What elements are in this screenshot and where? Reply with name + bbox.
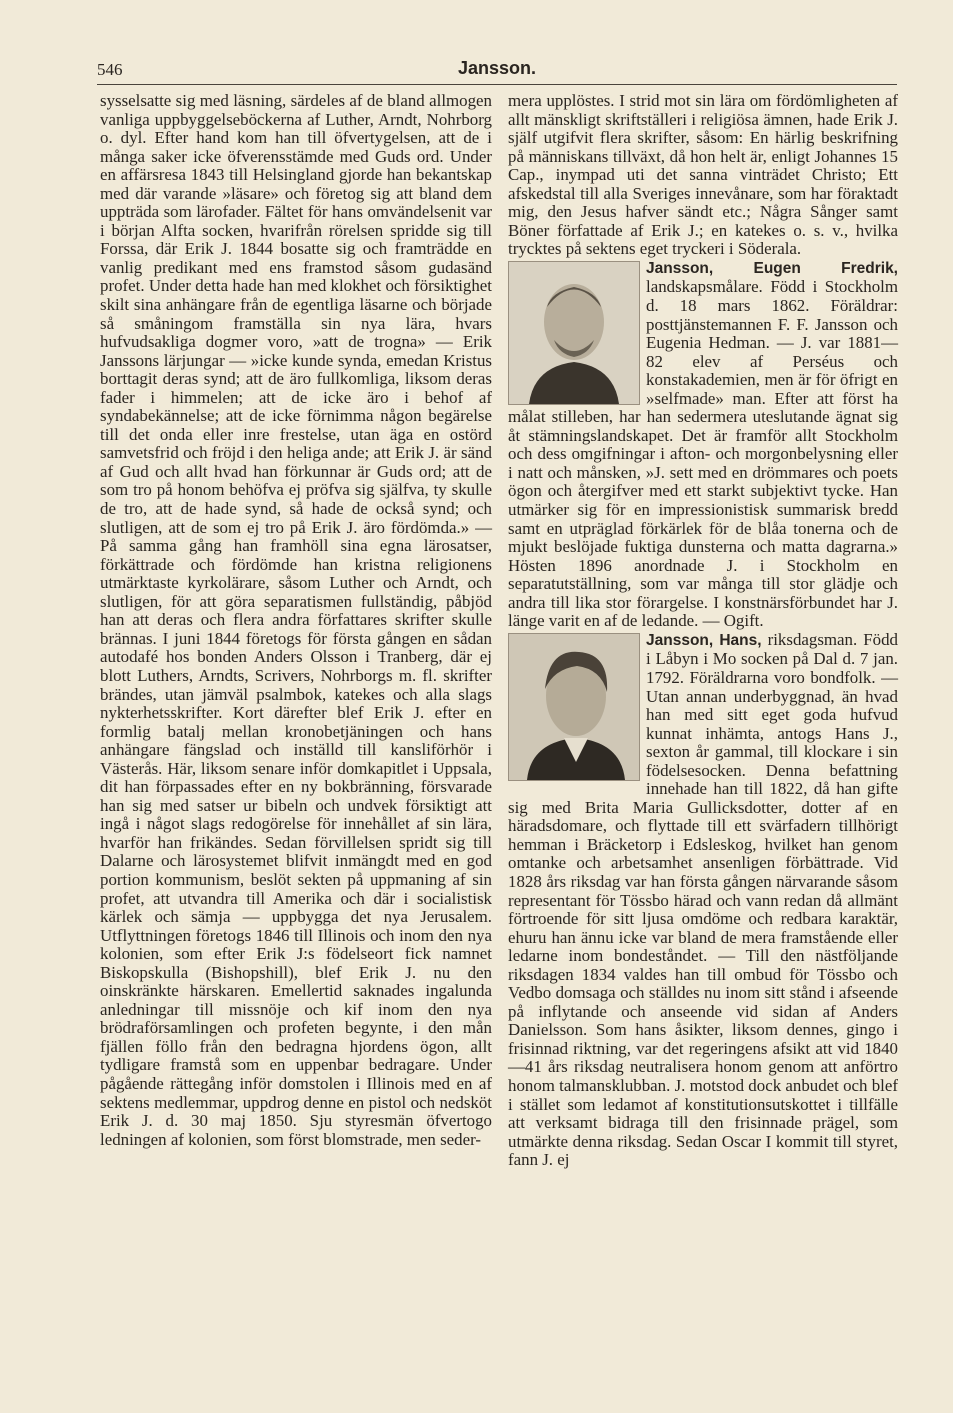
portrait-hans-jansson xyxy=(508,633,640,781)
continued-entry-text: mera upplöstes. I strid mot sin lära om fördömligheten af allt mänskligt skriftställeri i religiösa ämnen, hade Erik J. själf utgifvit flera skrifter, såsom: En härlig beskrifning på människans tillväxt, då hon helt är, enligt Johannes 15 Cap., inympad uti det sanna vinträdet Christo; Ett afskedstal till alla Sveriges innevånare, som har föraktadt mig, den Jesus hafver sändt etc.; Några Sånger samt Böner författade af Erik J.; en katekes o. s. v., hvilka trycktes på sektens eget tryckeri i Söderala. xyxy=(508,91,898,259)
page-header xyxy=(97,58,897,85)
portrait-eugen-jansson xyxy=(508,261,640,405)
running-title: Jansson. xyxy=(457,58,537,78)
headword-hans: Jansson, Hans, xyxy=(646,631,762,649)
entry-eugen-jansson xyxy=(508,259,898,631)
entry-hans-jansson xyxy=(508,631,898,1170)
right-column xyxy=(508,92,898,1170)
entry-eugen-text: landskapsmålare. Född i Stockholm d. 18 mars 1862. Föräldrar: posttjänstemannen F. F. Jansson och Eugenia Hedman. — J. var 1881—82 elev af Perséus och konstakademien, men är för öfrigt en »selfmade» man. Efter att först ha målat stilleben, har han sedermera uteslutande ägnat sig åt stämningslandskapet. Det är framför allt Stockholm och dess omgifningar i afton- och morgonbelysning eller i natt och månsken, »J. sett med en drömmares och poets ögon och återgifver med ett starkt subjektivt tycke. Han utmärker sig för en impressionistisk summarisk bredd samt en utpräglad förkärlek för de blåa tonerna och de mjukt beslöjade fuktiga dunsterna och matta dagrarna.» Hösten 1896 anordnade J. i Stockholm en separatutställning, som var många till stor glädje och andra till lika stor förargelse. I konstnärsförbundet har J. länge varit en af de ledande. — Ogift. xyxy=(508,277,898,631)
headword-eugen: Jansson, Eugen Fredrik, xyxy=(646,259,898,277)
left-column xyxy=(100,92,492,1149)
left-column-text: sysselsatte sig med läsning, särdeles af de bland allmogen vanliga uppbyggelseböckerna af Luther, Arndt, Nohrborg o. dyl. Efter hand kom han till öfvertygelsen, att de i många saker icke öfverensstämde med Guds ord. Under en affärsresa 1843 till Helsingland gjorde han bekantskap med där varande »läsare» och företog sig att bland dem uppträda som lärofader. Fältet för hans omvändelsenit var i början Alfta socken, hvarifrån rörelsen spridde sig till Forssa, där Erik J. 1844 bosatte sig och framträdde en vanlig predikant med ens framstod såsom gudasänd profet. Under detta hade han med klokhet och försiktighet skilt sina anhängare från de egentliga läsarne och började så småningom framställa sin nya lära, hvars hufvudsakliga dogmer voro, »att de trogna» — Erik Janssons lärjungar — »icke kunde synda, emedan Kristus borttagit deras synd; att de äro fullkomliga, liksom deras fader i himmelen; att de icke äro i behof af syndabekännelse; att de icke förnimma någon begärelse till det onda eller inre frestelse, utan äga en ostörd samvetsfrid och fröjd i den heliga ande; att Erik J. är sänd af Gud och allt hvad han förkunnar är Guds ord; att de som tro på honom behöfva ej pröfva sig själfva, ty skulle de tro, att de hade synd, så hade de också synd; och slutligen, att de som ej tro på Erik J. äro fördömda.» — På samma gång han framhöll sina egna lärosatser, förkättrade och fördömde han kristna religionens utmärktaste kyrkolärare, såsom Luther och Arndt, och slutligen, för att göra separatismen fullständig, påbjöd han att deras och flera andra författares skrifter skulle brännas. I juni 1844 företogs för första gången en sådan autodafé hos bonden Anders Olsson i Tranberg, där ej blott Luthers, Arndts, Scrivers, Nohrborgs m. fl. skrifter brändes, utan jämväl psalmbok, katekes och alla slags nykterhetsskrifter. Kort därefter blef Erik J. efter en formlig batalj mellan kronobetjäningen och hans anhängare fängslad och inställd till kansliförhör i Västerås. Här, liksom senare inför domkapitlet i Uppsala, dit han förpassades efter en ny bokbränning, försvarade han sig med satser ur bibeln och undvek försiktigt att ingå i något slags redogörelse för innehållet af sin lära, hvarför han frikändes. Sedan förvillelsen spridt sig till Dalarne och lärosystemet blifvit inmängdt med en god portion kommunism, beslöt sekten på uppmaning af sin profet, att utvandra till Amerika och där i socialistisk kärlek och sämja — uppbygga det nya Jerusalem. Utflyttningen företogs 1846 till Illinois och inom den nya kolonien, som efter Erik J:s födelseort fick namnet Biskopskulla (Bishopshill), blef Erik J. nu den oinskränkte härskaren. Emellertid saknades ingalunda anledningar till missnöje och kif inom den nya brödraförsamlingen och profeten begynte, i den mån fjällen föllo från den bedragna hjordens ögon, allt tydligare framstå som en uppenbar bedragare. Under pågående rättegång inför domstolen i Illinois med en af sektens medlemmar, uppdrog denne en pistol och nedsköt Erik J. d. 30 maj 1850. Sju styresmän öfvertogo ledningen af kolonien, som först blomstrade, men seder- xyxy=(100,91,492,1149)
entry-hans-text: riksdagsman. Född i Låbyn i Mo socken på Dal d. 7 jan. 1792. Föräldrarna voro bondfolk. — Utan annan underbyggnad, än hvad han med sitt eget goda hufvud kunnat inhämta, antogs Hans J., sexton år gammal, till klockare i sin födelsesocken. Denna befattning innehade han till 1822, då han gifte sig med Brita Maria Gullicksdotter, dotter af en häradsdomare, och flyttade till ett svärfadern tillhörigt hemman i Bräcketorp i Edsleskog, hvilket han genom omtanke och arbetsamhet ansenligen förbättrade. Vid 1828 års riksdag var han första gången närvarande såsom representant för Tössbo härad och vann redan då allmänt förtroende för sitt ljusa omdöme och redbara karaktär, ehuru han ännu icke var bland de mera framstående eller ledarne inom bondeståndet. — Till den nästföljande riksdagen 1834 valdes han till ombud för Tössbo och Vedbo domsaga och ställdes nu inom sitt stånd i afseende på inflytande och anseende vid sidan af Anders Danielsson. Som hans åsikter, liksom dennes, gingo i frisinnad riktning, var det regeringens afsikt att vid 1840—41 års riksdag neutralisera honom genom att anförtro honom talmansklubban. J. motstod dock anbudet och blef i stället som ledamot af konstitutionsutskottet i tillfälle att verksamt bidraga till den frisinnade prägel, som utmärkte denna riksdag. Sedan Oscar I kommit till styret, fann J. ej xyxy=(508,629,898,1170)
page-number: 546 xyxy=(97,60,123,79)
